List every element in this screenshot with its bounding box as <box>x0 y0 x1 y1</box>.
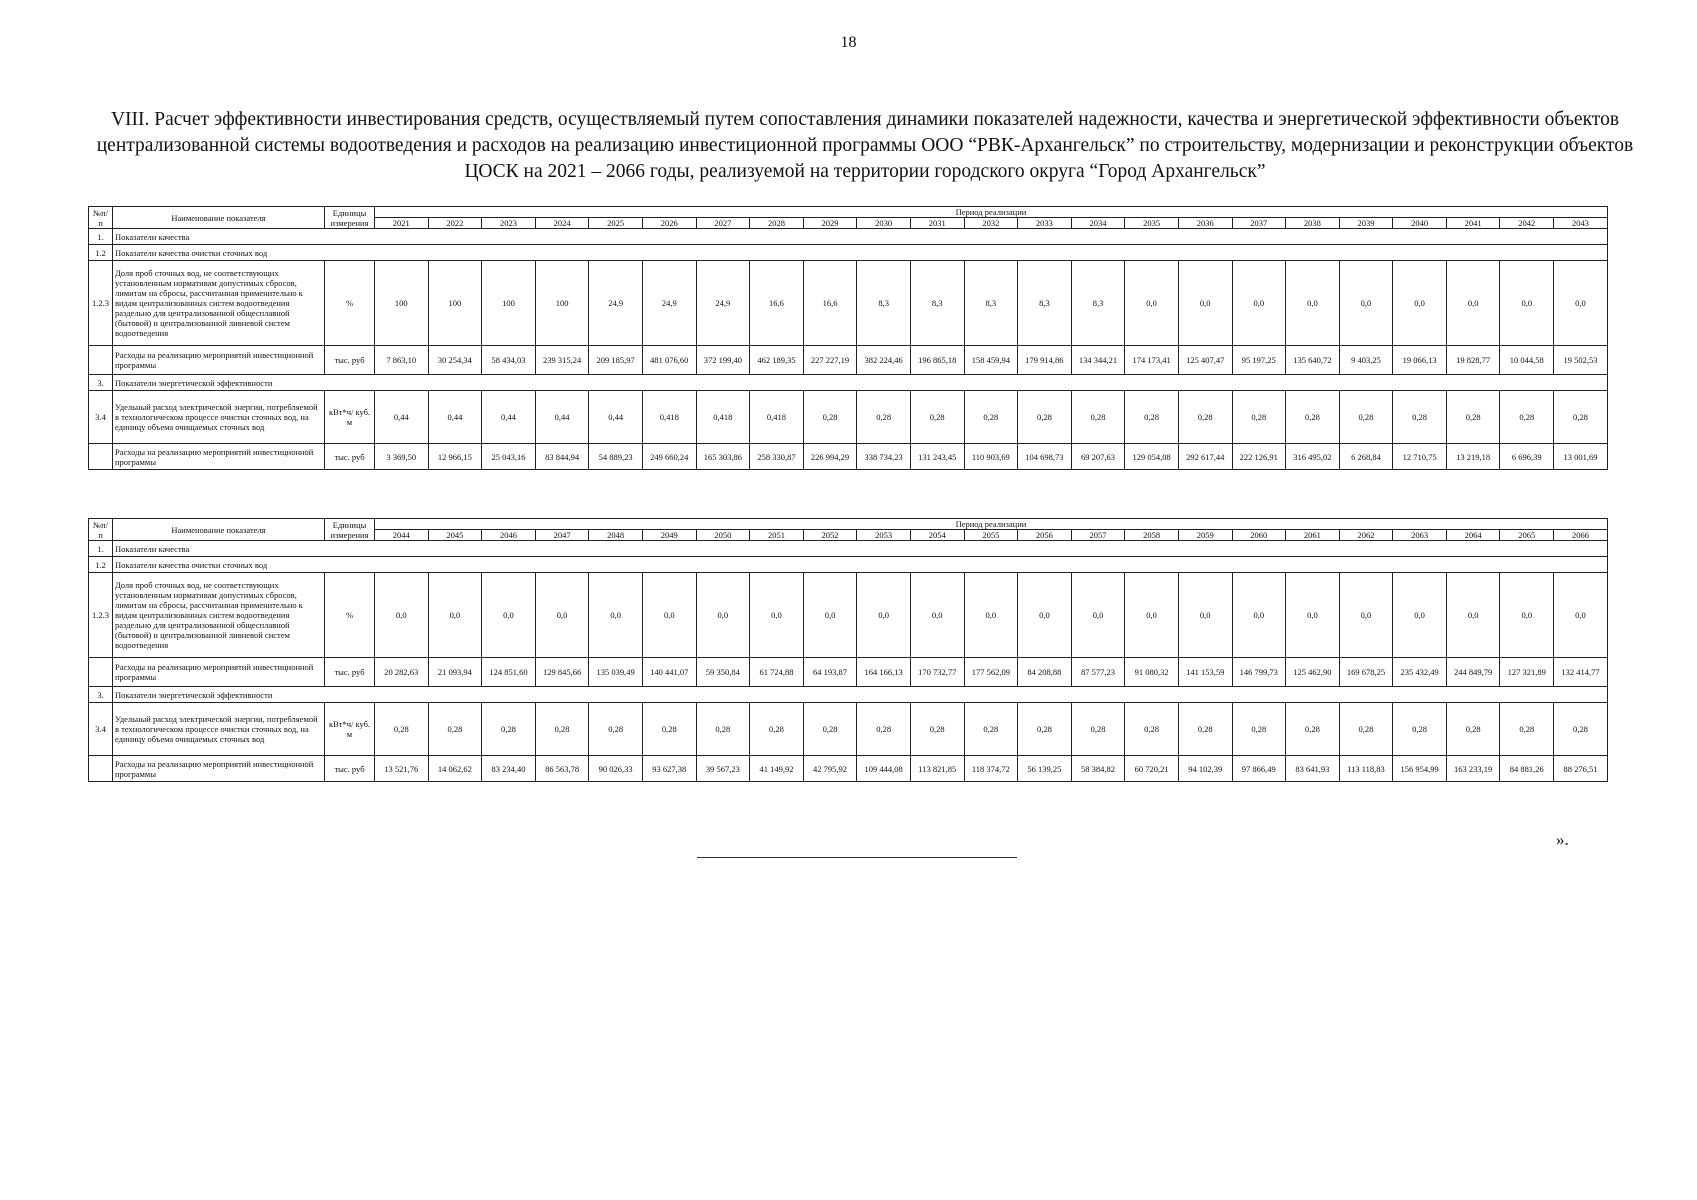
section-label: Показатели энергетической эффективности <box>113 687 1608 703</box>
value-cell: 244 849,79 <box>1446 658 1500 687</box>
year-header: 2063 <box>1393 530 1447 541</box>
value-cell: 13 001,69 <box>1554 444 1608 470</box>
value-cell: 0,0 <box>1178 261 1232 346</box>
efficiency-table-2044-2066 <box>88 518 1608 782</box>
section-row <box>89 229 1608 245</box>
value-cell: 0,28 <box>750 703 804 756</box>
year-header: 2024 <box>535 218 589 229</box>
value-cell: 24,9 <box>589 261 643 346</box>
unit-cell: кВт*ч/ куб. м <box>325 391 375 444</box>
row-number: 1.2 <box>89 245 113 261</box>
value-cell: 0,28 <box>1071 391 1125 444</box>
value-cell: 42 795,92 <box>803 756 857 782</box>
value-cell: 222 126,91 <box>1232 444 1286 470</box>
expenses-row <box>89 444 1608 470</box>
value-cell: 125 407,47 <box>1178 346 1232 375</box>
indicator-name: Доля проб сточных вод, не соответствующих установленным нормативам допустимых сбросов, лимитам на сбросы, рассчитанная применительно к видам централизованных систем водоотведения раздельно для централизованной общесплавной (бытовой) и централизованной ливневой систем водоотведения <box>113 573 325 658</box>
value-cell: 93 627,38 <box>642 756 696 782</box>
value-cell: 0,44 <box>482 391 536 444</box>
value-cell: 3 369,50 <box>375 444 429 470</box>
value-cell: 164 166,13 <box>857 658 911 687</box>
year-header: 2065 <box>1500 530 1554 541</box>
value-cell: 0,0 <box>1125 261 1179 346</box>
efficiency-table-2021-2043 <box>88 206 1608 470</box>
year-header: 2060 <box>1232 530 1286 541</box>
header-indicator-name: Наименование показателя <box>113 519 325 541</box>
value-cell: 0,418 <box>750 391 804 444</box>
value-cell: 56 139,25 <box>1018 756 1072 782</box>
signature-line <box>697 857 1017 858</box>
year-header: 2022 <box>428 218 482 229</box>
value-cell: 124 851,60 <box>482 658 536 687</box>
year-header: 2047 <box>535 530 589 541</box>
value-cell: 0,0 <box>375 573 429 658</box>
indicator-name: Расходы на реализацию мероприятий инвестиционной программы <box>113 346 325 375</box>
section-row <box>89 375 1608 391</box>
energy-consumption-row <box>89 703 1608 756</box>
value-cell: 19 066,13 <box>1393 346 1447 375</box>
unit-cell: тыс. руб <box>325 444 375 470</box>
value-cell: 0,28 <box>1178 391 1232 444</box>
value-cell: 0,0 <box>482 573 536 658</box>
header-row <box>89 207 1608 218</box>
header-number: №п/п <box>89 207 113 229</box>
section-row <box>89 557 1608 573</box>
year-header: 2040 <box>1393 218 1447 229</box>
value-cell: 316 495,02 <box>1286 444 1340 470</box>
value-cell: 249 660,24 <box>642 444 696 470</box>
value-cell: 8,3 <box>1071 261 1125 346</box>
value-cell: 140 441,07 <box>642 658 696 687</box>
value-cell: 125 462,90 <box>1286 658 1340 687</box>
row-number <box>89 756 113 782</box>
year-header: 2048 <box>589 530 643 541</box>
value-cell: 41 149,92 <box>750 756 804 782</box>
value-cell: 0,28 <box>482 703 536 756</box>
value-cell: 0,0 <box>857 573 911 658</box>
header-number: №п/п <box>89 519 113 541</box>
value-cell: 0,44 <box>428 391 482 444</box>
value-cell: 83 844,94 <box>535 444 589 470</box>
value-cell: 169 678,25 <box>1339 658 1393 687</box>
year-header: 2045 <box>428 530 482 541</box>
value-cell: 54 889,23 <box>589 444 643 470</box>
value-cell: 0,0 <box>589 573 643 658</box>
value-cell: 24,9 <box>642 261 696 346</box>
value-cell: 64 193,87 <box>803 658 857 687</box>
value-cell: 113 118,83 <box>1339 756 1393 782</box>
value-cell: 179 914,86 <box>1018 346 1072 375</box>
value-cell: 0,0 <box>1018 573 1072 658</box>
value-cell: 196 865,18 <box>910 346 964 375</box>
value-cell: 113 821,85 <box>910 756 964 782</box>
unit-cell: тыс. руб <box>325 346 375 375</box>
expenses-row <box>89 756 1608 782</box>
value-cell: 100 <box>482 261 536 346</box>
value-cell: 0,28 <box>964 703 1018 756</box>
value-cell: 0,0 <box>1446 261 1500 346</box>
value-cell: 0,28 <box>1500 391 1554 444</box>
value-cell: 0,0 <box>1393 573 1447 658</box>
value-cell: 0,28 <box>375 703 429 756</box>
value-cell: 226 994,29 <box>803 444 857 470</box>
row-number <box>89 658 113 687</box>
value-cell: 8,3 <box>1018 261 1072 346</box>
value-cell: 0,0 <box>1178 573 1232 658</box>
value-cell: 0,28 <box>1554 391 1608 444</box>
row-number: 3.4 <box>89 703 113 756</box>
value-cell: 0,44 <box>535 391 589 444</box>
value-cell: 165 303,86 <box>696 444 750 470</box>
value-cell: 239 315,24 <box>535 346 589 375</box>
value-cell: 0,28 <box>803 703 857 756</box>
value-cell: 95 197,25 <box>1232 346 1286 375</box>
value-cell: 91 080,32 <box>1125 658 1179 687</box>
value-cell: 83 641,93 <box>1286 756 1340 782</box>
value-cell: 0,0 <box>750 573 804 658</box>
section-label: Показатели качества <box>113 229 1608 245</box>
energy-consumption-row <box>89 391 1608 444</box>
value-cell: 6 268,84 <box>1339 444 1393 470</box>
value-cell: 0,28 <box>1232 703 1286 756</box>
value-cell: 135 039,49 <box>589 658 643 687</box>
unit-cell: % <box>325 261 375 346</box>
year-header: 2031 <box>910 218 964 229</box>
year-header: 2044 <box>375 530 429 541</box>
value-cell: 0,28 <box>1286 703 1340 756</box>
value-cell: 13 219,18 <box>1446 444 1500 470</box>
year-header: 2037 <box>1232 218 1286 229</box>
value-cell: 382 224,46 <box>857 346 911 375</box>
value-cell: 462 189,35 <box>750 346 804 375</box>
value-cell: 7 863,10 <box>375 346 429 375</box>
value-cell: 338 734,23 <box>857 444 911 470</box>
value-cell: 19 502,53 <box>1554 346 1608 375</box>
header-unit: Единицы измерения <box>325 207 375 229</box>
value-cell: 13 521,76 <box>375 756 429 782</box>
sample-share-row <box>89 573 1608 658</box>
section-row <box>89 541 1608 557</box>
year-header: 2041 <box>1446 218 1500 229</box>
value-cell: 58 434,03 <box>482 346 536 375</box>
year-header: 2064 <box>1446 530 1500 541</box>
value-cell: 10 044,58 <box>1500 346 1554 375</box>
value-cell: 0,28 <box>1339 391 1393 444</box>
closing-quote: ». <box>1556 830 1569 849</box>
value-cell: 131 243,45 <box>910 444 964 470</box>
year-header: 2051 <box>750 530 804 541</box>
value-cell: 0,0 <box>1339 573 1393 658</box>
year-header: 2032 <box>964 218 1018 229</box>
value-cell: 100 <box>375 261 429 346</box>
value-cell: 174 173,41 <box>1125 346 1179 375</box>
value-cell: 0,28 <box>910 703 964 756</box>
row-number: 1. <box>89 541 113 557</box>
value-cell: 30 254,34 <box>428 346 482 375</box>
value-cell: 135 640,72 <box>1286 346 1340 375</box>
value-cell: 8,3 <box>964 261 1018 346</box>
row-number: 3.4 <box>89 391 113 444</box>
unit-cell: % <box>325 573 375 658</box>
value-cell: 16,6 <box>803 261 857 346</box>
section-row <box>89 245 1608 261</box>
value-cell: 60 720,21 <box>1125 756 1179 782</box>
value-cell: 16,6 <box>750 261 804 346</box>
year-header: 2053 <box>857 530 911 541</box>
value-cell: 25 043,16 <box>482 444 536 470</box>
value-cell: 481 076,60 <box>642 346 696 375</box>
section-label: Показатели качества очистки сточных вод <box>113 557 1608 573</box>
value-cell: 0,418 <box>642 391 696 444</box>
value-cell: 0,0 <box>1071 573 1125 658</box>
year-header: 2046 <box>482 530 536 541</box>
value-cell: 6 696,39 <box>1500 444 1554 470</box>
value-cell: 0,28 <box>1071 703 1125 756</box>
year-header: 2033 <box>1018 218 1072 229</box>
value-cell: 0,0 <box>696 573 750 658</box>
value-cell: 146 799,73 <box>1232 658 1286 687</box>
unit-cell: тыс. руб <box>325 658 375 687</box>
value-cell: 0,0 <box>535 573 589 658</box>
value-cell: 0,28 <box>1500 703 1554 756</box>
value-cell: 0,0 <box>964 573 1018 658</box>
value-cell: 163 233,19 <box>1446 756 1500 782</box>
header-period: Период реализации <box>375 519 1608 530</box>
value-cell: 39 567,23 <box>696 756 750 782</box>
value-cell: 88 276,51 <box>1554 756 1608 782</box>
year-header: 2030 <box>857 218 911 229</box>
value-cell: 0,0 <box>642 573 696 658</box>
year-header: 2054 <box>910 530 964 541</box>
value-cell: 0,28 <box>1446 703 1500 756</box>
value-cell: 97 866,49 <box>1232 756 1286 782</box>
year-header: 2027 <box>696 218 750 229</box>
year-header: 2023 <box>482 218 536 229</box>
value-cell: 0,0 <box>1446 573 1500 658</box>
value-cell: 86 563,78 <box>535 756 589 782</box>
year-header: 2062 <box>1339 530 1393 541</box>
value-cell: 87 577,23 <box>1071 658 1125 687</box>
value-cell: 59 350,84 <box>696 658 750 687</box>
value-cell: 19 828,77 <box>1446 346 1500 375</box>
row-number: 1. <box>89 229 113 245</box>
value-cell: 20 282,63 <box>375 658 429 687</box>
value-cell: 0,28 <box>535 703 589 756</box>
row-number <box>89 346 113 375</box>
value-cell: 129 845,66 <box>535 658 589 687</box>
value-cell: 109 444,08 <box>857 756 911 782</box>
section-label: Показатели качества очистки сточных вод <box>113 245 1608 261</box>
value-cell: 104 698,73 <box>1018 444 1072 470</box>
value-cell: 0,28 <box>1554 703 1608 756</box>
value-cell: 177 562,09 <box>964 658 1018 687</box>
value-cell: 0,418 <box>696 391 750 444</box>
value-cell: 90 026,33 <box>589 756 643 782</box>
value-cell: 83 234,40 <box>482 756 536 782</box>
value-cell: 235 432,49 <box>1393 658 1447 687</box>
value-cell: 0,44 <box>589 391 643 444</box>
year-header: 2038 <box>1286 218 1340 229</box>
value-cell: 158 459,94 <box>964 346 1018 375</box>
year-header: 2028 <box>750 218 804 229</box>
year-header: 2049 <box>642 530 696 541</box>
value-cell: 12 710,75 <box>1393 444 1447 470</box>
value-cell: 129 054,08 <box>1125 444 1179 470</box>
value-cell: 132 414,77 <box>1554 658 1608 687</box>
page-number: 18 <box>840 34 857 51</box>
value-cell: 372 199,40 <box>696 346 750 375</box>
row-number: 3. <box>89 687 113 703</box>
value-cell: 0,44 <box>375 391 429 444</box>
value-cell: 0,28 <box>1393 703 1447 756</box>
year-header: 2061 <box>1286 530 1340 541</box>
value-cell: 84 881,26 <box>1500 756 1554 782</box>
value-cell: 141 153,59 <box>1178 658 1232 687</box>
row-number: 3. <box>89 375 113 391</box>
value-cell: 0,28 <box>1125 703 1179 756</box>
year-header: 2025 <box>589 218 643 229</box>
value-cell: 0,0 <box>910 573 964 658</box>
value-cell: 24,9 <box>696 261 750 346</box>
value-cell: 118 374,72 <box>964 756 1018 782</box>
year-header: 2036 <box>1178 218 1232 229</box>
value-cell: 292 617,44 <box>1178 444 1232 470</box>
year-header: 2066 <box>1554 530 1608 541</box>
value-cell: 0,28 <box>696 703 750 756</box>
row-number <box>89 444 113 470</box>
value-cell: 170 732,77 <box>910 658 964 687</box>
row-number: 1.2 <box>89 557 113 573</box>
value-cell: 8,3 <box>910 261 964 346</box>
value-cell: 0,0 <box>1286 573 1340 658</box>
indicator-name: Удельный расход электрической энергии, потребляемой в технологическом процессе очистки сточных вод, на единицу объема очищаемых сточных вод <box>113 391 325 444</box>
header-row <box>89 519 1608 530</box>
row-number: 1.2.3 <box>89 261 113 346</box>
value-cell: 0,28 <box>1339 703 1393 756</box>
value-cell: 0,0 <box>803 573 857 658</box>
value-cell: 0,28 <box>1286 391 1340 444</box>
expenses-row <box>89 346 1608 375</box>
value-cell: 0,0 <box>1125 573 1179 658</box>
sample-share-row <box>89 261 1608 346</box>
section-label: Показатели энергетической эффективности <box>113 375 1608 391</box>
value-cell: 0,0 <box>1500 573 1554 658</box>
value-cell: 100 <box>535 261 589 346</box>
unit-cell: тыс. руб <box>325 756 375 782</box>
indicator-name: Расходы на реализацию мероприятий инвестиционной программы <box>113 444 325 470</box>
value-cell: 0,0 <box>1554 261 1608 346</box>
year-header: 2057 <box>1071 530 1125 541</box>
value-cell: 69 207,63 <box>1071 444 1125 470</box>
header-unit: Единицы измерения <box>325 519 375 541</box>
value-cell: 61 724,88 <box>750 658 804 687</box>
year-header: 2043 <box>1554 218 1608 229</box>
year-header: 2042 <box>1500 218 1554 229</box>
indicator-name: Расходы на реализацию мероприятий инвестиционной программы <box>113 756 325 782</box>
expenses-row <box>89 658 1608 687</box>
value-cell: 0,0 <box>1286 261 1340 346</box>
value-cell: 0,28 <box>1446 391 1500 444</box>
value-cell: 156 954,99 <box>1393 756 1447 782</box>
indicator-name: Удельный расход электрической энергии, потребляемой в технологическом процессе очистки сточных вод, на единицу объема очищаемых сточных вод <box>113 703 325 756</box>
value-cell: 0,28 <box>1125 391 1179 444</box>
year-header: 2050 <box>696 530 750 541</box>
value-cell: 0,28 <box>1232 391 1286 444</box>
section-row <box>89 687 1608 703</box>
year-header: 2056 <box>1018 530 1072 541</box>
value-cell: 0,28 <box>803 391 857 444</box>
value-cell: 0,28 <box>857 391 911 444</box>
row-number: 1.2.3 <box>89 573 113 658</box>
year-header: 2058 <box>1125 530 1179 541</box>
value-cell: 0,0 <box>428 573 482 658</box>
indicator-name: Доля проб сточных вод, не соответствующих установленным нормативам допустимых сбросов, лимитам на сбросы, рассчитанная применительно к видам централизованных систем водоотведения раздельно для централизованной общесплавной (бытовой) и централизованной ливневой систем водоотведения <box>113 261 325 346</box>
year-header: 2052 <box>803 530 857 541</box>
year-header: 2035 <box>1125 218 1179 229</box>
header-period: Период реализации <box>375 207 1608 218</box>
value-cell: 14 062,62 <box>428 756 482 782</box>
year-header: 2039 <box>1339 218 1393 229</box>
value-cell: 227 227,19 <box>803 346 857 375</box>
value-cell: 0,0 <box>1232 261 1286 346</box>
value-cell: 0,28 <box>428 703 482 756</box>
value-cell: 0,28 <box>964 391 1018 444</box>
value-cell: 0,28 <box>1178 703 1232 756</box>
value-cell: 0,0 <box>1500 261 1554 346</box>
value-cell: 258 330,87 <box>750 444 804 470</box>
value-cell: 21 093,94 <box>428 658 482 687</box>
value-cell: 12 966,15 <box>428 444 482 470</box>
value-cell: 0,0 <box>1393 261 1447 346</box>
value-cell: 110 903,69 <box>964 444 1018 470</box>
year-header: 2021 <box>375 218 429 229</box>
unit-cell: кВт*ч/ куб. м <box>325 703 375 756</box>
value-cell: 100 <box>428 261 482 346</box>
value-cell: 0,28 <box>1018 391 1072 444</box>
year-header: 2029 <box>803 218 857 229</box>
section-title: VIII. Расчет эффективности инвестирования средств, осуществляемый путем сопоставления динамики показателей надежности, качества и энергетической эффективности объектов централизованной системы водоотведения и расходов на реализацию инвестиционной программы ООО “РВК-Архангельск” по строительству, модернизации и реконструкции объектов ЦОСК на 2021 – 2066 годы, реализуемой на территории городского округа “Город Архангельск” <box>96 109 1634 182</box>
header-indicator-name: Наименование показателя <box>113 207 325 229</box>
value-cell: 209 185,97 <box>589 346 643 375</box>
value-cell: 127 321,89 <box>1500 658 1554 687</box>
year-header: 2026 <box>642 218 696 229</box>
value-cell: 0,28 <box>857 703 911 756</box>
value-cell: 134 344,21 <box>1071 346 1125 375</box>
value-cell: 8,3 <box>857 261 911 346</box>
value-cell: 94 102,39 <box>1178 756 1232 782</box>
value-cell: 0,0 <box>1339 261 1393 346</box>
value-cell: 0,28 <box>1393 391 1447 444</box>
value-cell: 0,28 <box>910 391 964 444</box>
value-cell: 0,28 <box>589 703 643 756</box>
value-cell: 58 384,82 <box>1071 756 1125 782</box>
value-cell: 0,0 <box>1232 573 1286 658</box>
value-cell: 0,28 <box>1018 703 1072 756</box>
value-cell: 0,0 <box>1554 573 1608 658</box>
value-cell: 0,28 <box>642 703 696 756</box>
value-cell: 9 403,25 <box>1339 346 1393 375</box>
year-header: 2034 <box>1071 218 1125 229</box>
year-header: 2055 <box>964 530 1018 541</box>
section-label: Показатели качества <box>113 541 1608 557</box>
indicator-name: Расходы на реализацию мероприятий инвестиционной программы <box>113 658 325 687</box>
year-header: 2059 <box>1178 530 1232 541</box>
value-cell: 84 208,88 <box>1018 658 1072 687</box>
